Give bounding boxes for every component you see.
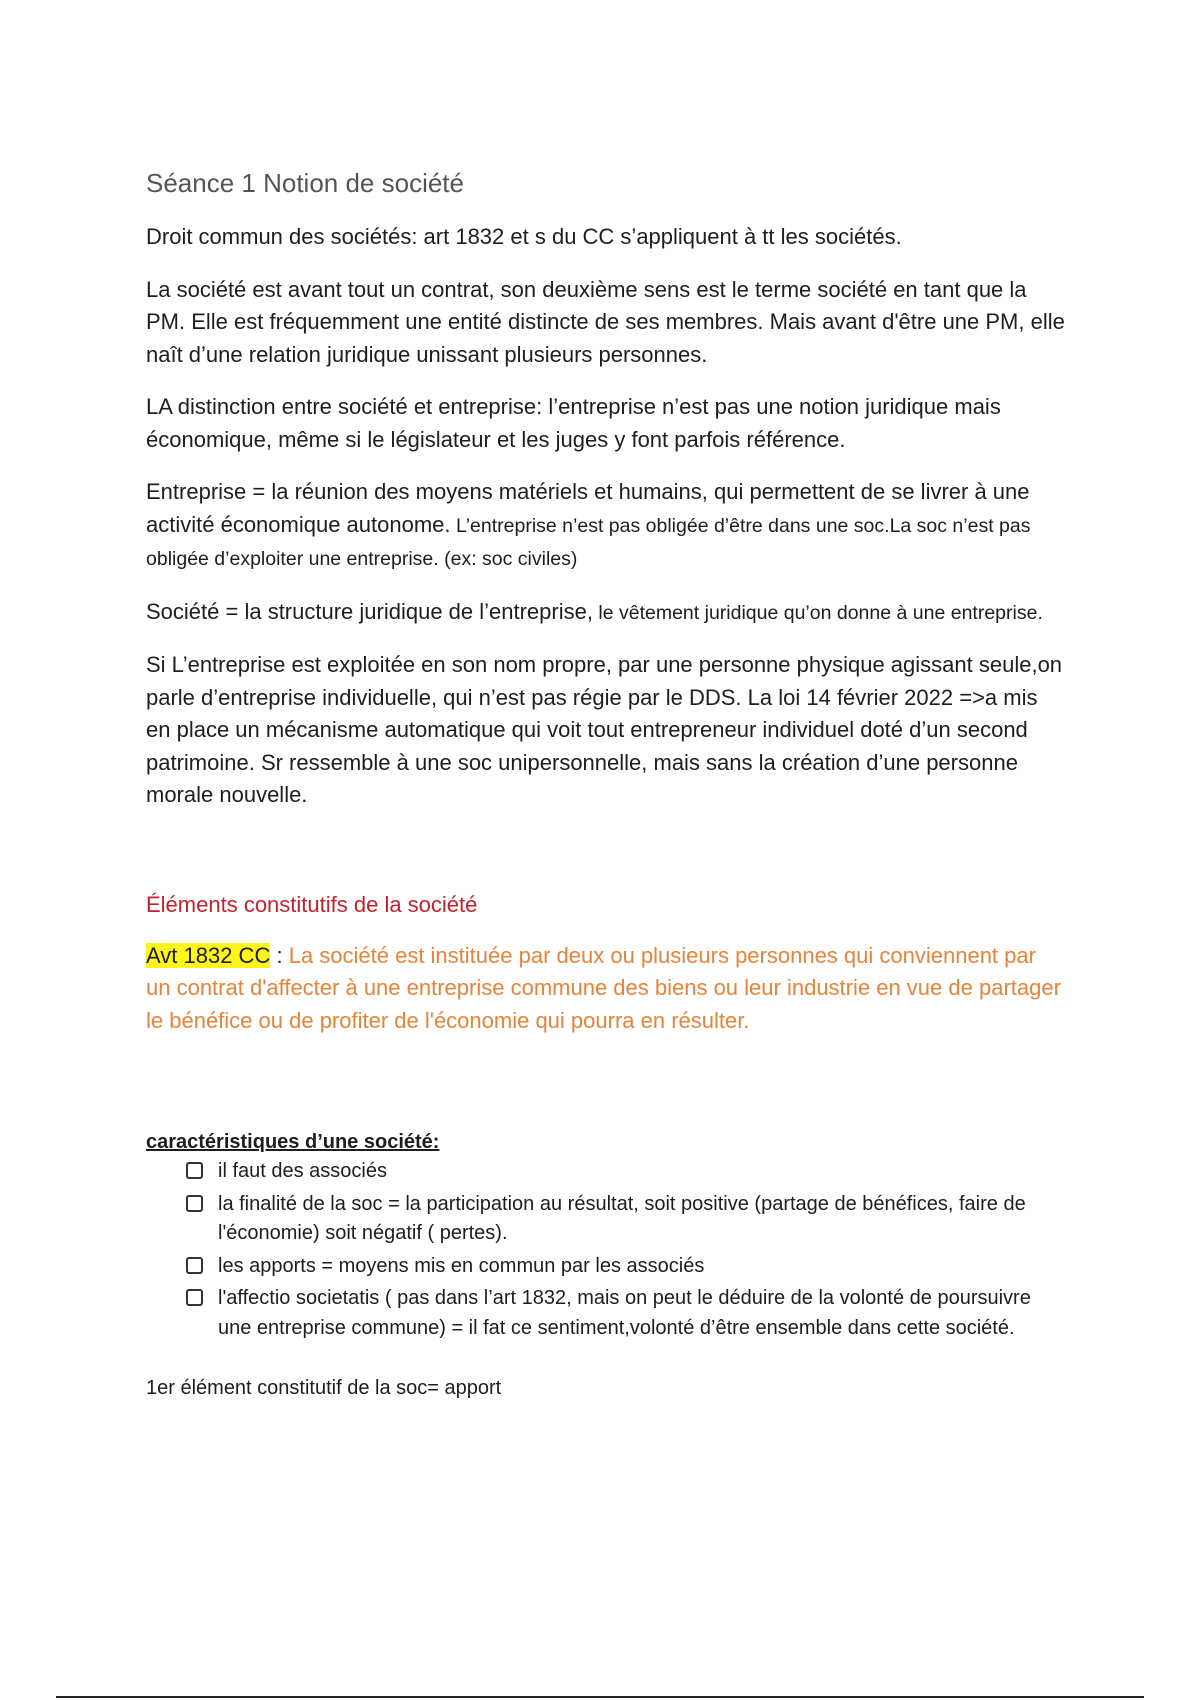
paragraph-distinction: LA distinction entre société et entreprise: l’entreprise n’est pas une notion juridique mais économique, même si le législateur et les juges y font parfois référence.: [146, 394, 1001, 452]
article-colon: :: [270, 942, 289, 968]
checkbox[interactable]: [186, 1195, 203, 1212]
entreprise-note: L’entreprise n’est pas obligée d’être dans une soc.La soc n’est pas obligée d’exploiter une entreprise. (ex: soc civiles): [146, 514, 1031, 570]
document-title: Séance 1 Notion de société: [146, 168, 464, 198]
list-item: [186, 1190, 1066, 1249]
list-item: [186, 1252, 1066, 1282]
section-title: Éléments constitutifs de la société: [146, 891, 478, 917]
paragraph-entreprise-individuelle: Si L’entreprise est exploitée en son nom propre, par une personne physique agissant seule,on parle d’entreprise individuelle, qui n’est pas régie par le DDS. La loi 14 février 2022 =>a mis en place un mécanisme automatique qui voit tout entrepreneur individuel doté d’un second patrimoine. Sr ressemble à une soc unipersonnelle, mais sans la création d’une personne morale nouvelle.: [146, 652, 1063, 807]
article-reference: Avt 1832 CC: [146, 942, 271, 968]
characteristics-title: caractéristiques d’une société:: [146, 1131, 440, 1153]
list-item: [186, 1284, 1066, 1343]
article-1832: [146, 940, 1066, 1038]
list-item: [186, 1157, 1066, 1187]
paragraph-droit-commun: Droit commun des sociétés: art 1832 et s du CC s’appliquent à tt les sociétés.: [146, 224, 902, 249]
document-page: [146, 168, 1066, 1403]
checkbox[interactable]: [186, 1289, 203, 1306]
paragraph-societe: [146, 596, 1066, 630]
entreprise-definition: Entreprise = la réunion des moyens matériels et humains, qui permettent de se livrer à une activité économique autonome.: [146, 479, 1030, 537]
list-item-text: l'affectio societatis ( pas dans l’art 1832, mais on peut le déduire de la volonté de poursuivre une entreprise commune) = il fat ce sentiment,volonté d’être ensemble dans cette société.: [218, 1287, 1031, 1339]
list-item-text: les apports = moyens mis en commun par les associés: [218, 1254, 705, 1277]
societe-definition: Société = la structure juridique de l’entreprise,: [146, 598, 593, 624]
list-item-text: il faut des associés: [218, 1160, 387, 1182]
paragraph-entreprise: [146, 476, 1066, 576]
page-bottom-rule: [56, 1696, 1144, 1698]
characteristics-list: [186, 1157, 1066, 1343]
checkbox[interactable]: [186, 1257, 203, 1274]
checkbox[interactable]: [186, 1162, 203, 1179]
paragraph-contrat: La société est avant tout un contrat, son deuxième sens est le terme société en tant que la PM. Elle est fréquemment une entité distincte de ses membres. Mais avant d'être une PM, elle naît d’une relation juridique unissant plusieurs personnes.: [146, 276, 1065, 367]
closing-line: 1er élément constitutif de la soc= apport: [146, 1377, 502, 1399]
article-text: La société est instituée par deux ou plusieurs personnes qui conviennent par un contrat d'affecter à une entreprise commune des biens ou leur industrie en vue de partager le bénéfice ou de profiter de l'économie qui pourra en résulter.: [146, 942, 1061, 1033]
societe-note: le vêtement juridique qu’on donne à une entreprise.: [592, 601, 1043, 624]
list-item-text: la finalité de la soc = la participation au résultat, soit positive (partage de bénéfices, faire de l'économie) soit négatif ( pertes).: [218, 1192, 1026, 1244]
